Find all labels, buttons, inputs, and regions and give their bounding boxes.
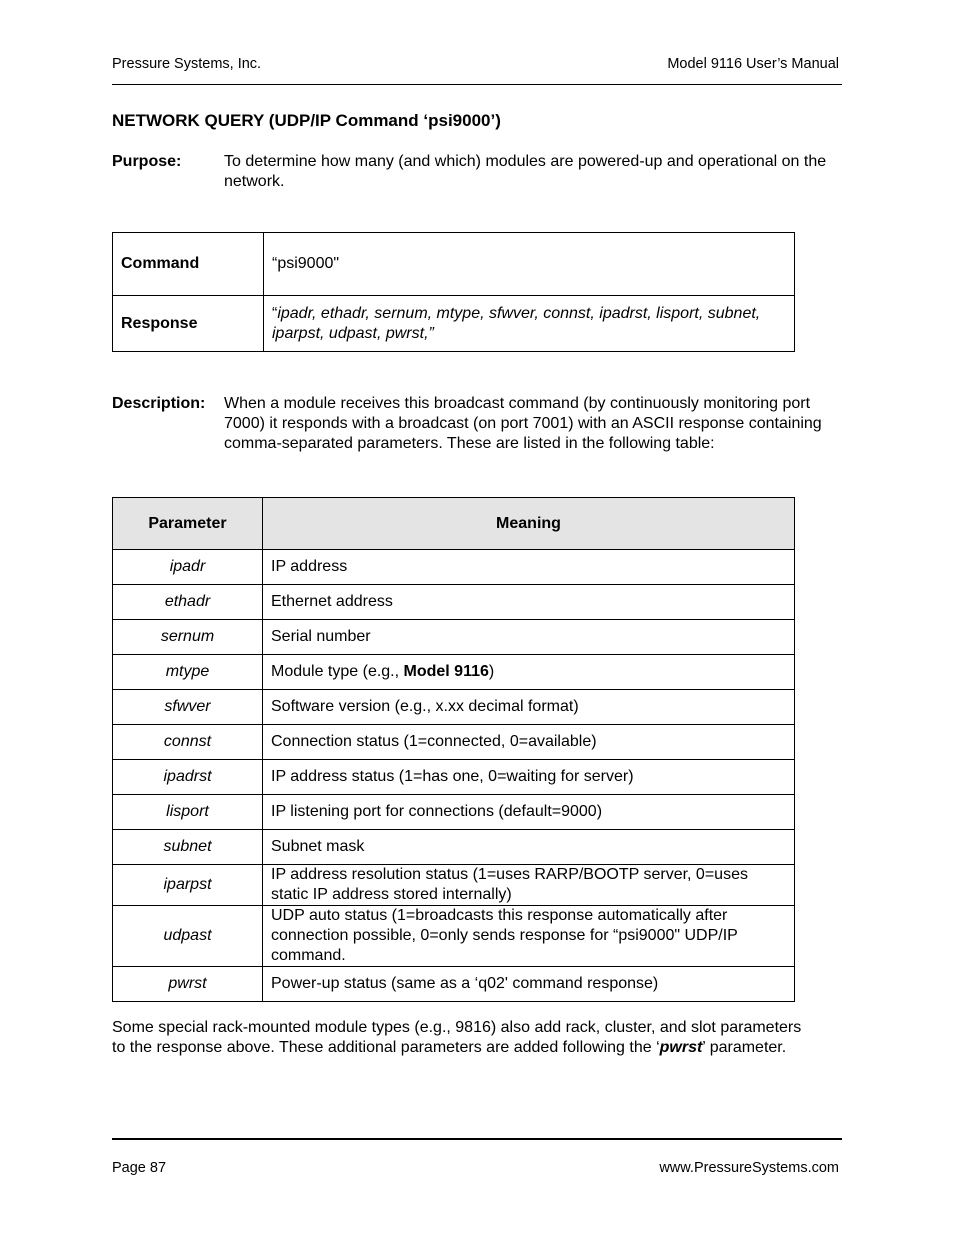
param-name: ipadr bbox=[113, 550, 263, 585]
param-meaning: IP address status (1=has one, 0=waiting for server) bbox=[263, 760, 795, 795]
param-name: mtype bbox=[113, 655, 263, 690]
note-paragraph bbox=[112, 1018, 812, 1058]
param-name: sernum bbox=[113, 620, 263, 655]
param-name: connst bbox=[113, 725, 263, 760]
purpose-text: To determine how many (and which) modules are powered-up and operational on the network. bbox=[224, 153, 827, 190]
param-name: pwrst bbox=[113, 967, 263, 1002]
purpose-label: Purpose: bbox=[112, 153, 182, 170]
table-row bbox=[113, 550, 795, 585]
param-name: udpast bbox=[113, 906, 263, 967]
description-label: Description: bbox=[112, 395, 206, 412]
response-label: Response bbox=[113, 296, 264, 352]
meaning-suffix: ) bbox=[488, 663, 495, 680]
header-manual-title: Model 9116 User’s Manual bbox=[667, 56, 839, 72]
table-row bbox=[113, 760, 795, 795]
table-header-row bbox=[113, 498, 795, 550]
header-divider bbox=[112, 84, 842, 85]
param-meaning: Power-up status (same as a ‘q02' command response) bbox=[263, 967, 795, 1002]
param-meaning: Connection status (1=connected, 0=available) bbox=[263, 725, 795, 760]
param-meaning: IP address resolution status (1=uses RARP/BOOTP server, 0=uses static IP address stored internally) bbox=[263, 865, 795, 906]
param-meaning: IP listening port for connections (default=9000) bbox=[263, 795, 795, 830]
table-row bbox=[113, 725, 795, 760]
param-meaning: Ethernet address bbox=[263, 585, 795, 620]
footer-page-number: Page 87 bbox=[112, 1160, 167, 1176]
param-name: subnet bbox=[113, 830, 263, 865]
table-row bbox=[113, 865, 795, 906]
param-meaning: IP address bbox=[263, 550, 795, 585]
table-row bbox=[113, 620, 795, 655]
table-row bbox=[113, 906, 795, 967]
table-row bbox=[113, 690, 795, 725]
note-text-after: ’ parameter. bbox=[702, 1039, 787, 1056]
footer-divider bbox=[112, 1138, 842, 1140]
param-name: sfwver bbox=[113, 690, 263, 725]
param-meaning: UDP auto status (1=broadcasts this response automatically after connection possible, 0=only sends response for “psi9000" UDP/IP command. bbox=[263, 906, 795, 967]
column-header-meaning: Meaning bbox=[263, 498, 795, 550]
section-title: NETWORK QUERY (UDP/IP Command ‘psi9000’) bbox=[112, 111, 501, 130]
table-row bbox=[113, 967, 795, 1002]
footer-website: www.PressureSystems.com bbox=[659, 1160, 839, 1176]
meaning-model-name: Model 9116 bbox=[403, 663, 489, 680]
column-header-parameter: Parameter bbox=[113, 498, 263, 550]
param-name: iparpst bbox=[113, 865, 263, 906]
note-emphasis: pwrst bbox=[659, 1039, 703, 1056]
table-row bbox=[113, 655, 795, 690]
description-text: When a module receives this broadcast command (by continuously monitoring port 7000) it responds with a broadcast (on port 7001) with an ASCII response containing comma-separated parameters. These are listed in the following table: bbox=[224, 395, 822, 452]
command-value: “psi9000" bbox=[264, 233, 795, 296]
note-text-before: Some special rack-mounted module types (e.g., 9816) also add rack, cluster, and slot parameters to the response above. These additional parameters are added following the ‘ bbox=[112, 1019, 802, 1056]
param-meaning: Subnet mask bbox=[263, 830, 795, 865]
header-company: Pressure Systems, Inc. bbox=[112, 56, 262, 72]
param-name: ethadr bbox=[113, 585, 263, 620]
table-row bbox=[113, 830, 795, 865]
table-row bbox=[113, 795, 795, 830]
param-meaning bbox=[263, 655, 795, 690]
command-label: Command bbox=[113, 233, 264, 296]
response-value bbox=[264, 296, 795, 352]
meaning-prefix: Module type (e.g., bbox=[271, 663, 404, 680]
response-open-quote: “ bbox=[272, 304, 278, 322]
param-name: ipadrst bbox=[113, 760, 263, 795]
table-row bbox=[113, 585, 795, 620]
command-table bbox=[112, 232, 795, 352]
param-name: lisport bbox=[113, 795, 263, 830]
param-meaning: Software version (e.g., x.xx decimal format) bbox=[263, 690, 795, 725]
parameter-table bbox=[112, 497, 795, 1002]
response-text: ipadr, ethadr, sernum, mtype, sfwver, connst, ipadrst, lisport, subnet, iparpst, udpast, pwrst,” bbox=[272, 304, 761, 342]
param-meaning: Serial number bbox=[263, 620, 795, 655]
